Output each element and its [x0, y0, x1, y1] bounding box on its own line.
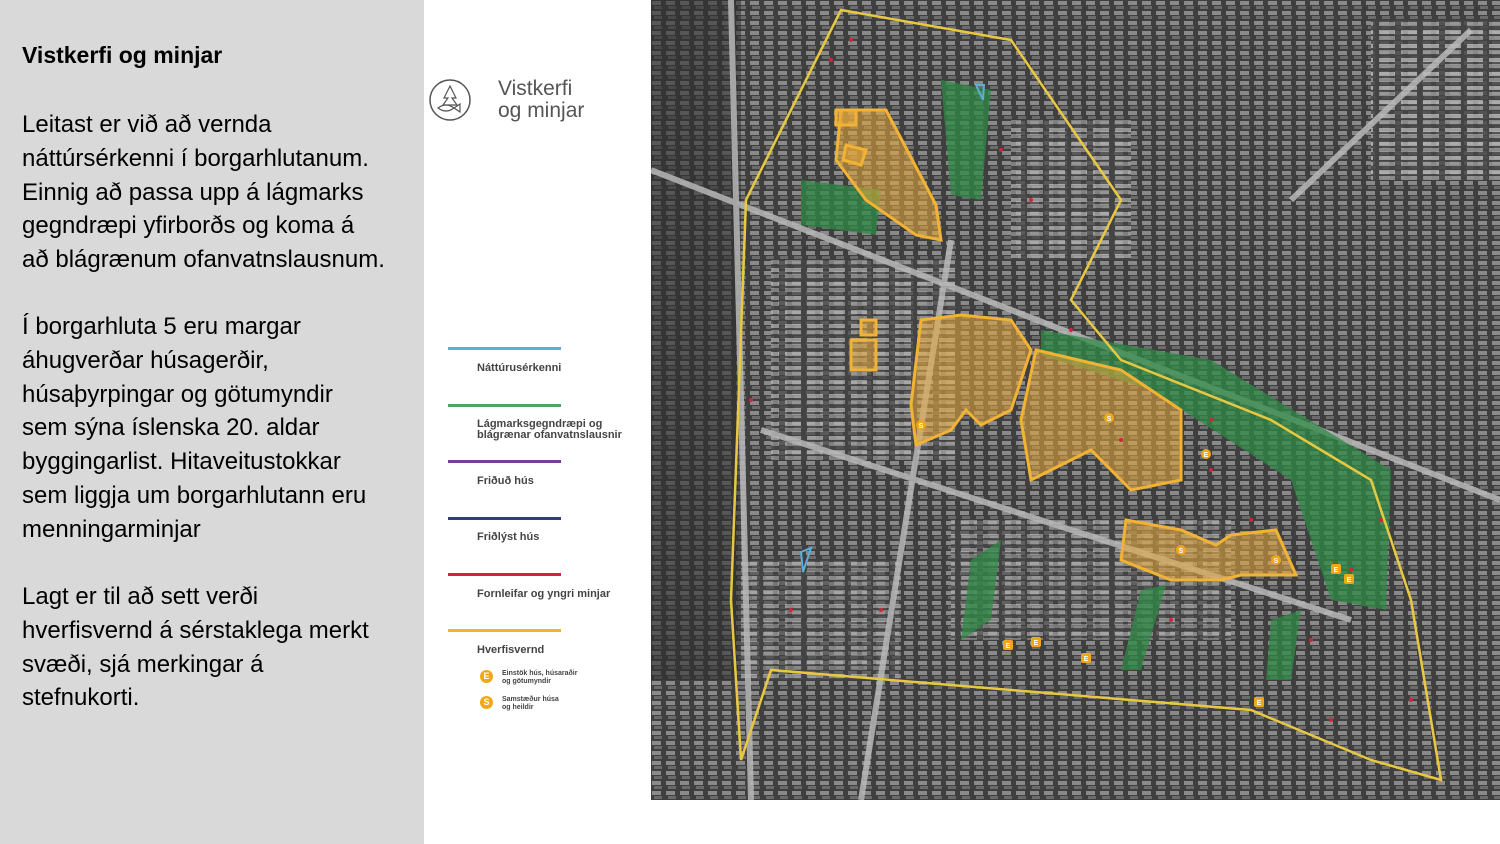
marker-s-icon: S	[480, 696, 493, 709]
legend-label-protected-houses: Friðuð hús	[477, 475, 534, 487]
legend-line-permeability	[448, 404, 561, 407]
text-line: sem liggja um borgarhlutann eru	[22, 481, 367, 509]
text-line: Leitast er við að vernda	[22, 111, 272, 138]
svg-text:E: E	[1083, 656, 1089, 663]
text-line: húsaþyrpingar og götumyndir	[22, 380, 333, 408]
text-line: Lagt er til að sett verði	[22, 583, 259, 610]
legend-sublabel-house-groups: Samstæður húsa og heildir	[502, 696, 559, 711]
text-line: náttúrsérkenni í borgarhlutanum.	[22, 144, 369, 172]
logo-title	[498, 78, 584, 122]
left-text-panel	[0, 0, 424, 844]
svg-text:S: S	[1273, 558, 1279, 565]
legend-label-listed-houses: Friðlýst hús	[477, 531, 540, 543]
text-line: menningarminjar	[22, 515, 201, 543]
svg-text:S: S	[1178, 548, 1184, 555]
panel-title: Vistkerfi og minjar	[22, 42, 223, 68]
legend-line-listed-houses	[448, 517, 561, 520]
legend-label-natural-features: Náttúrusérkenni	[477, 362, 562, 374]
svg-text:S: S	[918, 423, 924, 430]
legend-line-natural-features	[448, 347, 561, 350]
text-line: byggingarlist. Hitaveitustokkar	[22, 448, 341, 476]
svg-text:S: S	[1106, 416, 1112, 423]
legend-line-neighbourhood-protection	[448, 629, 561, 632]
text-line: sem sýna íslenska 20. aldar	[22, 414, 320, 442]
paragraph-neighbourhood-protection	[22, 580, 422, 715]
fish-tree-circle-icon	[428, 78, 472, 122]
legend-label-neighbourhood-protection: Hverfisvernd	[477, 644, 545, 656]
svg-text:E: E	[1203, 452, 1209, 459]
svg-text:E: E	[1033, 640, 1039, 647]
legend-label-permeability: Lágmarksgegndræpi og blágrænar ofanvatnslausnir	[477, 418, 622, 441]
map-canvas	[651, 0, 1500, 800]
svg-text:E: E	[1346, 577, 1352, 584]
svg-text:E: E	[1333, 567, 1339, 574]
text-line: Einnig að passa upp á lágmarks	[22, 178, 364, 206]
legend-line-antiquities	[448, 573, 561, 576]
svg-text:E: E	[1256, 700, 1262, 707]
text-line: svæði, sjá merkingar á	[22, 650, 264, 678]
text-line: að blágrænum ofanvatnslausnum.	[22, 246, 385, 274]
paragraph-natural-features	[22, 108, 422, 277]
text-line: stefnukorti.	[22, 684, 140, 712]
text-line: Í borgarhluta 5 eru margar	[22, 313, 301, 340]
svg-text:E: E	[1005, 643, 1011, 650]
logo-line: Vistkerfi	[498, 77, 573, 100]
legend-sublabel-single-houses: Einstök hús, húsaraðir og götumyndir	[502, 670, 578, 685]
text-line: gegndræpi yfirborðs og koma á	[22, 212, 355, 240]
legend-label-antiquities: Fornleifar og yngri minjar	[477, 588, 611, 600]
paragraph-architecture	[22, 310, 422, 547]
text-line: áhugverðar húsagerðir,	[22, 346, 269, 374]
aerial-map[interactable]	[651, 0, 1500, 800]
marker-e-icon: E	[480, 670, 493, 683]
legend-line-protected-houses	[448, 460, 561, 463]
logo-line: og minjar	[498, 99, 585, 122]
text-line: hverfisvernd á sérstaklega merkt	[22, 616, 369, 644]
